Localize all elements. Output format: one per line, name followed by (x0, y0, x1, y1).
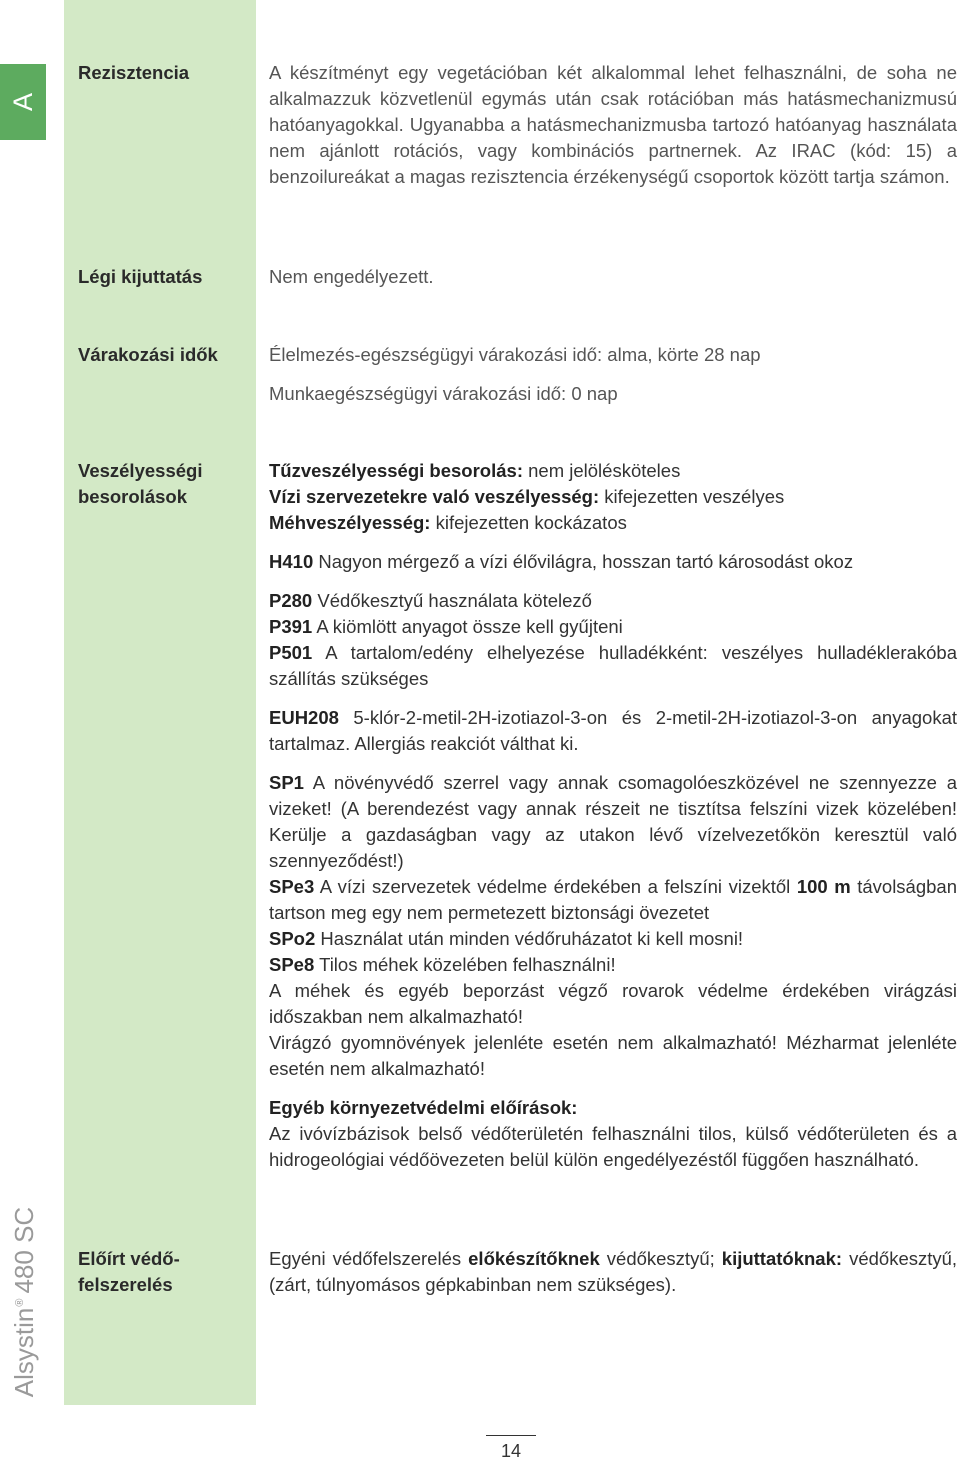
fire-label: Tűzveszélyességi besorolás: (269, 460, 523, 481)
sp1-text: A növényvédő szerrel vagy annak csomagolóeszközével ne szennyezze a vizeket! (A berendezést vagy annak részeit ne tisztítsa felszíni vizek közelében! Kerülje a gazdaságban vagy az utakon lévő vízelvezetőkön keresztül való szennyeződést!) (269, 772, 957, 871)
p280-statement (269, 588, 957, 614)
bee-hazard (269, 510, 957, 536)
p391-statement (269, 614, 957, 640)
weeds-statement: Virágzó gyomnövények jelenléte esetén nem alkalmazható! Mézharmat jelenléte esetén nem alkalmazható! (269, 1032, 957, 1079)
veszelyessegi-label-line-1: Veszélyességi (78, 460, 203, 481)
section-tab-letter: A (7, 93, 38, 112)
legi-text: Nem engedélyezett. (269, 266, 434, 287)
ppe-prep-value: védőkesztyű; (606, 1248, 715, 1269)
p501-text: A tartalom/edény elhelyezése hulladékként: veszélyes hulladéklerakóba szállítás szükséges (269, 642, 957, 689)
spe3-distance: 100 m (796, 876, 851, 897)
spe8-statement (269, 952, 957, 978)
rezisztencia-text (269, 60, 957, 190)
h410-code: H410 (269, 551, 314, 572)
veszelyessegi-text (269, 458, 957, 1173)
water-hazard (269, 484, 957, 510)
spe3-statement (269, 874, 957, 926)
vedofelszereles-label-line-1: Előírt védő- (78, 1248, 180, 1269)
page-number-rule (486, 1435, 536, 1436)
euh208-code: EUH208 (269, 707, 339, 728)
varakozasi-text (269, 342, 957, 407)
p501-code: P501 (269, 642, 313, 663)
sp1-statement (269, 770, 957, 874)
sp1-code: SP1 (269, 772, 304, 793)
varakozasi-line-1: Élelmezés-egészségügyi várakozási idő: alma, körte 28 nap (269, 344, 761, 365)
brand-reg-mark: ® (14, 1298, 26, 1307)
varakozasi-line-2: Munkaegészségügyi várakozási idő: 0 nap (269, 383, 618, 404)
p280-code: P280 (269, 590, 313, 611)
vedofelszereles-label-line-2: felszerelés (78, 1274, 173, 1295)
spo2-text: Használat után minden védőruházatot ki kell mosni! (320, 928, 744, 949)
spe8-text: Tilos méhek közelében felhasználni! (319, 954, 616, 975)
p501-statement (269, 640, 957, 692)
spe3-text-b: távolságban tartson meg egy nem permetezett biztonsági övezetet (269, 876, 958, 923)
ppe-appl-label: kijuttatóknak: (721, 1248, 843, 1269)
bee-value: kifejezetten kockázatos (435, 512, 627, 533)
section-tab (0, 64, 46, 140)
spo2-code: SPo2 (269, 928, 316, 949)
veszelyessegi-label (78, 458, 202, 510)
water-label: Vízi szervezetekre való veszélyesség: (269, 486, 600, 507)
euh208-text: 5-klór-2-metil-2H-izotiazol-3-on és 2-metil-2H-izotiazol-3-on anyagokat tartalmaz. Allergiás reakciót válthat ki. (269, 707, 958, 754)
env-heading-text: Egyéb környezetvédelmi előírások: (269, 1097, 578, 1118)
env-heading (269, 1095, 957, 1121)
rezisztencia-label: Rezisztencia (78, 62, 190, 83)
p391-code: P391 (269, 616, 313, 637)
p391-text: A kiömlött anyagot össze kell gyűjteni (316, 616, 623, 637)
veszelyessegi-label-line-2: besorolások (78, 486, 187, 507)
fire-classification (269, 458, 957, 484)
label-column (64, 0, 256, 1405)
page-number: 14 (500, 1441, 522, 1461)
p280-text: Védőkesztyű használata kötelező (317, 590, 592, 611)
spe8-code: SPe8 (269, 954, 315, 975)
brand-variant: 480 SC (8, 1206, 39, 1294)
h410-text: Nagyon mérgező a vízi élővilágra, hosszan tartó károsodást okoz (318, 551, 854, 572)
spe3-text-a: A vízi szervezetek védelme érdekében a felszíni vizektől (319, 876, 791, 897)
varakozasi-label: Várakozási idők (78, 344, 218, 365)
ppe-prep-label: előkészítőknek (468, 1248, 600, 1269)
ppe-intro: Egyéni védőfelszerelés (269, 1248, 462, 1269)
bee-label: Méhveszélyesség: (269, 512, 431, 533)
vedofelszereles-text (269, 1246, 957, 1298)
legi-label: Légi kijuttatás (78, 266, 203, 287)
spo2-statement (269, 926, 957, 952)
env-text: Az ivóvízbázisok belső védőterületén felhasználni tilos, külső védőterületen és a hidrogeológiai védőövezeten belül külön engedélyezéstől függően használható. (269, 1123, 957, 1170)
rezisztencia-paragraph: A készítményt egy vegetációban két alkalommal lehet felhasználni, de soha ne alkalmazzuk közvetlenül egymás után csak rotációban más hatásmechanizmusú hatóanyagokkal. Ugyanabba a hatásmechanizmusba tartozó hatóanyag használata nem ajánlott rotációs, vagy kombinációs partnernek. Az IRAC (kód: 15) a benzoilureákat a magas rezisztencia érzékenységű csoportok között tartja számon. (269, 62, 957, 187)
brand-name: Alsystin (8, 1307, 39, 1398)
bees-statement: A méhek és egyéb beporzást végző rovarok védelme érdekében virágzási időszakban nem alkalmazható! (269, 980, 957, 1027)
euh208-statement (269, 705, 957, 757)
vedofelszereles-label (78, 1246, 180, 1298)
h410-statement (269, 549, 957, 575)
water-value: kifejezetten veszélyes (604, 486, 785, 507)
ppe-appl-value: védőkesztyű, (zárt, túlnyomásos gépkabinban nem szükséges). (269, 1248, 958, 1295)
vedofelszereles-paragraph (269, 1246, 957, 1298)
product-brand (2, 1182, 46, 1422)
fire-value: nem jelölésköteles (528, 460, 681, 481)
spe3-code: SPe3 (269, 876, 315, 897)
